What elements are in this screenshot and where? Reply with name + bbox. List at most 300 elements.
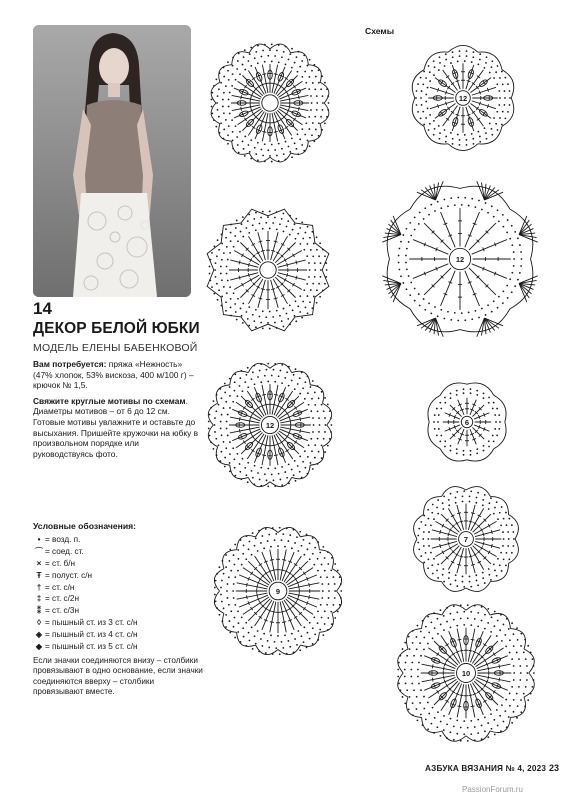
chain-dot: [317, 570, 319, 572]
chain-dot: [225, 447, 227, 449]
chain-dot: [442, 502, 444, 504]
chain-dot: [255, 326, 257, 328]
stitch-tick: [257, 585, 258, 589]
chain-dot: [281, 148, 283, 150]
chain-dot: [324, 82, 326, 84]
chain-dot: [287, 318, 289, 320]
chain-dot: [405, 683, 407, 685]
chain-dot: [497, 129, 499, 131]
stitch-spoke: [287, 597, 313, 614]
chain-dot: [418, 549, 420, 551]
dc3-icon: ⁑: [36, 606, 42, 616]
chain-dot: [317, 622, 319, 624]
chain-dot: [321, 583, 323, 585]
chain-dot: [299, 393, 301, 395]
chain-dot: [464, 319, 466, 321]
chain-dot: [433, 558, 435, 560]
chain-dot: [414, 217, 416, 219]
half-dc-icon: Ŧ: [36, 570, 42, 580]
chain-dot: [416, 696, 418, 698]
chain-dot: [270, 546, 272, 548]
stitch-tick: [289, 97, 290, 101]
chain-dot: [416, 719, 418, 721]
chain-dot: [457, 320, 459, 322]
chain-dot: [521, 258, 523, 260]
chain-dot: [251, 470, 253, 472]
chain-dot: [496, 709, 498, 711]
chain-dot: [491, 128, 493, 130]
stitch-spoke: [262, 385, 268, 415]
chain-dot: [507, 219, 509, 221]
scallop-arc: [310, 385, 324, 403]
chain-dot: [460, 618, 462, 620]
chain-dot: [337, 570, 339, 572]
chain-dot: [319, 242, 321, 244]
chain-dot: [436, 507, 438, 509]
chain-dot: [418, 683, 420, 685]
chain-dot: [511, 225, 513, 227]
chain-dot: [297, 630, 299, 632]
center-ring: [262, 95, 278, 111]
stitch-tick: [248, 273, 249, 277]
chain-dot: [427, 616, 429, 618]
chain-dot: [519, 244, 521, 246]
chain-dot: [285, 141, 287, 143]
chain-dot: [252, 224, 254, 226]
chain-dot: [233, 597, 235, 599]
chain-dot: [281, 218, 283, 220]
chain-dot: [220, 273, 222, 275]
chain-dot: [243, 148, 245, 150]
stitch-tick: [483, 542, 484, 546]
chain-dot: [248, 548, 250, 550]
chain-dot: [223, 407, 225, 409]
chain-dot: [306, 255, 308, 257]
chain-dot: [428, 531, 430, 533]
chain-dot: [228, 576, 230, 578]
chain-dot: [513, 672, 515, 674]
chain-dot: [216, 283, 218, 285]
chain-dot: [299, 377, 301, 379]
chain-dot: [226, 428, 228, 430]
chain-dot: [473, 143, 475, 145]
chain-dot: [425, 117, 427, 119]
stitch-tick: [488, 667, 489, 671]
chain-dot: [221, 279, 223, 281]
chain-dot: [239, 377, 241, 379]
chain-dot: [526, 679, 528, 681]
instructions-paragraph: [33, 396, 199, 460]
motif-5-diagram: [202, 357, 338, 493]
chain-dot: [324, 123, 326, 125]
fan-stitch: [382, 235, 401, 243]
chain-dot: [481, 209, 483, 211]
chain-dot: [478, 200, 480, 202]
chain-dot: [400, 241, 402, 243]
chain-dot: [234, 544, 236, 546]
stitch-tick: [250, 105, 251, 109]
legend-item: [33, 629, 203, 641]
chain-dot: [292, 309, 294, 311]
scallop-arc: [441, 581, 466, 591]
puff3-icon: ◊: [36, 618, 42, 628]
chain-dot: [493, 440, 495, 442]
chain-dot: [286, 371, 288, 373]
chain-dot: [478, 317, 480, 319]
chain-dot: [482, 572, 484, 574]
chain-dot: [443, 629, 445, 631]
stitch-tick: [239, 429, 240, 433]
chain-dot: [500, 525, 502, 527]
chain-dot: [309, 301, 311, 303]
chain-dot: [503, 518, 505, 520]
chain-dot: [484, 494, 486, 496]
chain-dot: [404, 676, 406, 678]
chain-dot: [318, 417, 320, 419]
chain-dot: [454, 312, 456, 314]
chain-dot: [312, 255, 314, 257]
chain-dot: [494, 734, 496, 736]
chain-dot: [444, 397, 446, 399]
chain-dot: [468, 312, 470, 314]
chain-dot: [232, 73, 234, 75]
chain-dot: [215, 601, 217, 603]
chain-dot: [309, 59, 311, 61]
chain-dot: [517, 237, 519, 239]
chain-dot: [444, 129, 446, 131]
chain-dot: [244, 381, 246, 383]
scallop-arc: [237, 632, 256, 646]
chain-dot: [508, 716, 510, 718]
chain-dot: [274, 149, 276, 151]
chain-dot: [257, 62, 259, 64]
stitch-spoke: [230, 273, 258, 280]
chain-dot: [312, 627, 314, 629]
chain-dot: [416, 648, 418, 650]
chain-dot: [414, 288, 416, 290]
chain-dot: [463, 388, 465, 390]
stitch-tick: [280, 570, 284, 571]
chain-dot: [229, 113, 231, 115]
chain-dot: [293, 374, 295, 376]
chain-dot: [322, 102, 324, 104]
materials-paragraph: [33, 359, 199, 391]
stitch-tick: [272, 83, 276, 84]
chain-dot: [503, 558, 505, 560]
stitch-tick: [437, 104, 438, 108]
chain-dot: [474, 206, 476, 208]
chain-dot: [464, 134, 466, 136]
chain-dot: [428, 545, 430, 547]
chain-dot: [260, 381, 262, 383]
chain-dot: [484, 716, 486, 718]
chain-dot: [420, 77, 422, 79]
chain-dot: [440, 721, 442, 723]
chain-dot: [223, 92, 225, 94]
chain-dot: [222, 106, 224, 108]
chain-dot: [241, 315, 243, 317]
chain-dot: [497, 725, 499, 727]
chain-dot: [260, 217, 262, 219]
scallop-arc: [237, 536, 256, 550]
chain-dot: [327, 617, 329, 619]
chain-dot: [299, 227, 301, 229]
chain-dot: [286, 226, 288, 228]
site-watermark: PassionForum.ru: [462, 785, 523, 794]
chain-dot: [425, 626, 427, 628]
chain-dot: [507, 111, 509, 113]
chain-dot: [307, 548, 309, 550]
chain-dot: [257, 159, 259, 161]
chain-dot: [509, 639, 511, 641]
chain-dot: [317, 438, 319, 440]
chain-dot: [516, 652, 518, 654]
scallop-arc: [249, 153, 270, 162]
stitch-spoke: [262, 435, 268, 465]
chain-dot: [224, 457, 226, 459]
chain-dot: [238, 558, 240, 560]
stitch-tick: [246, 583, 247, 587]
stitch-tick: [282, 622, 286, 623]
chain-dot: [220, 594, 222, 596]
chain-dot: [234, 617, 236, 619]
chain-dot: [450, 613, 452, 615]
chain-dot: [285, 64, 287, 66]
chain-dot: [513, 645, 515, 647]
chain-dot: [252, 648, 254, 650]
chain-dot: [459, 139, 461, 141]
chain-dot: [423, 708, 425, 710]
chain-dot: [327, 403, 329, 405]
stitch-spoke: [422, 675, 455, 682]
chain-dot: [319, 552, 321, 554]
chain-dot: [308, 262, 310, 264]
scallop-arc: [332, 591, 342, 613]
stitch-tick: [440, 530, 441, 534]
chain-dot: [237, 240, 239, 242]
chain-dot: [502, 111, 504, 113]
chain-dot: [250, 139, 252, 141]
chain-dot: [463, 611, 465, 613]
chain-dot: [288, 385, 290, 387]
chain-dot: [504, 118, 506, 120]
stitch-tick: [460, 650, 464, 651]
chain-dot: [429, 114, 431, 116]
chain-dot: [292, 229, 294, 231]
chain-dot: [242, 303, 244, 305]
chain-dot: [304, 450, 306, 452]
chain-dot: [265, 528, 267, 530]
chain-dot: [239, 73, 241, 75]
chain-dot: [217, 109, 219, 111]
chain-dot: [323, 438, 325, 440]
chain-dot: [303, 641, 305, 643]
scallop-arc: [292, 465, 310, 479]
chain-dot: [221, 580, 223, 582]
chain-dot: [339, 604, 341, 606]
chain-dot: [423, 124, 425, 126]
chain-dot: [230, 298, 232, 300]
chain-dot: [462, 495, 464, 497]
chain-dot: [440, 408, 442, 410]
stitch-spoke: [422, 664, 455, 671]
model-photo: [33, 25, 191, 297]
chain-dot: [409, 696, 411, 698]
chain-dot: [443, 615, 445, 617]
chain-dot: [474, 726, 476, 728]
chain-dot: [456, 611, 458, 613]
chain-dot: [461, 312, 463, 314]
chain-dot: [409, 222, 411, 224]
chain-dot: [306, 283, 308, 285]
chain-dot: [322, 590, 324, 592]
motif-8-diagram: [208, 520, 348, 662]
chain-dot: [406, 268, 408, 270]
chain-dot: [456, 452, 458, 454]
chain-dot: [503, 721, 505, 723]
chain-dot: [470, 388, 472, 390]
chain-dot: [307, 392, 309, 394]
motif-1-diagram: [205, 38, 335, 168]
chain-dot: [320, 88, 322, 90]
chain-dot: [433, 134, 435, 136]
scallop-arc: [270, 44, 291, 53]
chain-dot: [240, 308, 242, 310]
chain-dot: [493, 402, 495, 404]
stitch-spoke: [458, 400, 464, 415]
chain-dot: [421, 104, 423, 106]
stitch-tick: [499, 678, 500, 682]
chain-dot: [274, 55, 276, 57]
chain-dot: [497, 65, 499, 67]
materials-text: пряжа «Нежность» (47% хлопок, 53% вискоза, 400 м/100 г) – крючок № 1,5.: [33, 359, 194, 391]
chain-dot: [501, 506, 503, 508]
chain-dot: [229, 92, 231, 94]
chain-dot: [221, 434, 223, 436]
chain-dot: [274, 467, 276, 469]
chain-dot: [301, 545, 303, 547]
chain-dot: [450, 132, 452, 134]
chain-dot: [462, 581, 464, 583]
chain-dot: [257, 472, 259, 474]
chain-dot: [302, 238, 304, 240]
chain-dot: [514, 285, 516, 287]
stitch-spoke: [477, 664, 510, 671]
chain-dot: [471, 133, 473, 135]
chain-dot: [278, 143, 280, 145]
chain-dot: [493, 719, 495, 721]
chain-dot: [267, 55, 269, 57]
stitch-spoke: [475, 530, 500, 537]
stitch-spoke: [232, 95, 260, 101]
chain-dot: [299, 66, 301, 68]
chain-dot: [224, 383, 226, 385]
chain-dot: [265, 222, 267, 224]
stitch-tick: [246, 595, 247, 599]
chain-dot: [281, 641, 283, 643]
stitch-tick: [272, 570, 276, 571]
chain-dot: [316, 289, 318, 291]
chain-dot: [431, 512, 433, 514]
chain-dot: [312, 82, 314, 84]
chain-dot: [299, 243, 301, 245]
chain-dot: [488, 502, 490, 504]
chain-dot: [507, 531, 509, 533]
chain-dot: [310, 109, 312, 111]
chain-dot: [309, 269, 311, 271]
stitch-tick: [479, 102, 480, 106]
stitch-spoke: [445, 425, 460, 431]
stitch-spoke: [237, 593, 268, 599]
chain-dot: [423, 531, 425, 533]
motif-8-svg: [208, 520, 348, 662]
stitch-tick: [239, 417, 240, 421]
chain-dot: [398, 262, 400, 264]
stitch-tick: [460, 695, 464, 696]
chain-dot: [428, 65, 430, 67]
legend-item-label: = возд. п.: [45, 534, 81, 544]
chain-dot: [479, 136, 481, 138]
chain-dot: [512, 545, 514, 547]
picot-point: [268, 209, 295, 223]
chain-dot: [453, 605, 455, 607]
chain-dot: [324, 451, 326, 453]
chain-dot: [225, 554, 227, 556]
stitch-tick: [271, 250, 275, 251]
chain-dot: [397, 676, 399, 678]
chain-dot: [254, 545, 256, 547]
stitch-spoke: [472, 405, 484, 417]
chain-dot: [271, 61, 273, 63]
chain-dot: [477, 612, 479, 614]
chain-dot: [267, 363, 269, 365]
chain-dot: [504, 104, 506, 106]
scallop-arc: [216, 447, 230, 465]
chain-dot: [482, 504, 484, 506]
chain-dot: [498, 220, 500, 222]
chain-dot: [230, 232, 232, 234]
chain-dot: [245, 374, 247, 376]
chain-dot: [467, 740, 469, 742]
article-body: [33, 359, 199, 464]
chain-dot: [229, 386, 231, 388]
stitch-spoke: [457, 629, 464, 662]
chain-dot: [526, 665, 528, 667]
scallop-arc: [424, 52, 448, 70]
chain-dot: [490, 497, 492, 499]
chain-dot: [226, 273, 228, 275]
chain-dot: [228, 604, 230, 606]
chain-dot: [276, 310, 278, 312]
legend-item: [33, 617, 203, 629]
chain-dot: [257, 45, 259, 47]
chain-dot: [251, 378, 253, 380]
stitch-tick: [272, 122, 276, 123]
chain-dot: [237, 610, 239, 612]
chain-dot: [312, 643, 314, 645]
chain-dot: [316, 95, 318, 97]
chain-dot: [517, 639, 519, 641]
chain-dot: [452, 56, 454, 58]
chain-dot: [440, 735, 442, 737]
scallop-arc: [249, 44, 270, 53]
stitch-spoke: [475, 541, 500, 548]
stitch-tick: [289, 105, 290, 109]
chain-dot: [228, 106, 230, 108]
scallop-arc: [407, 697, 422, 717]
chain-dot: [506, 232, 508, 234]
chain-dot: [223, 441, 225, 443]
